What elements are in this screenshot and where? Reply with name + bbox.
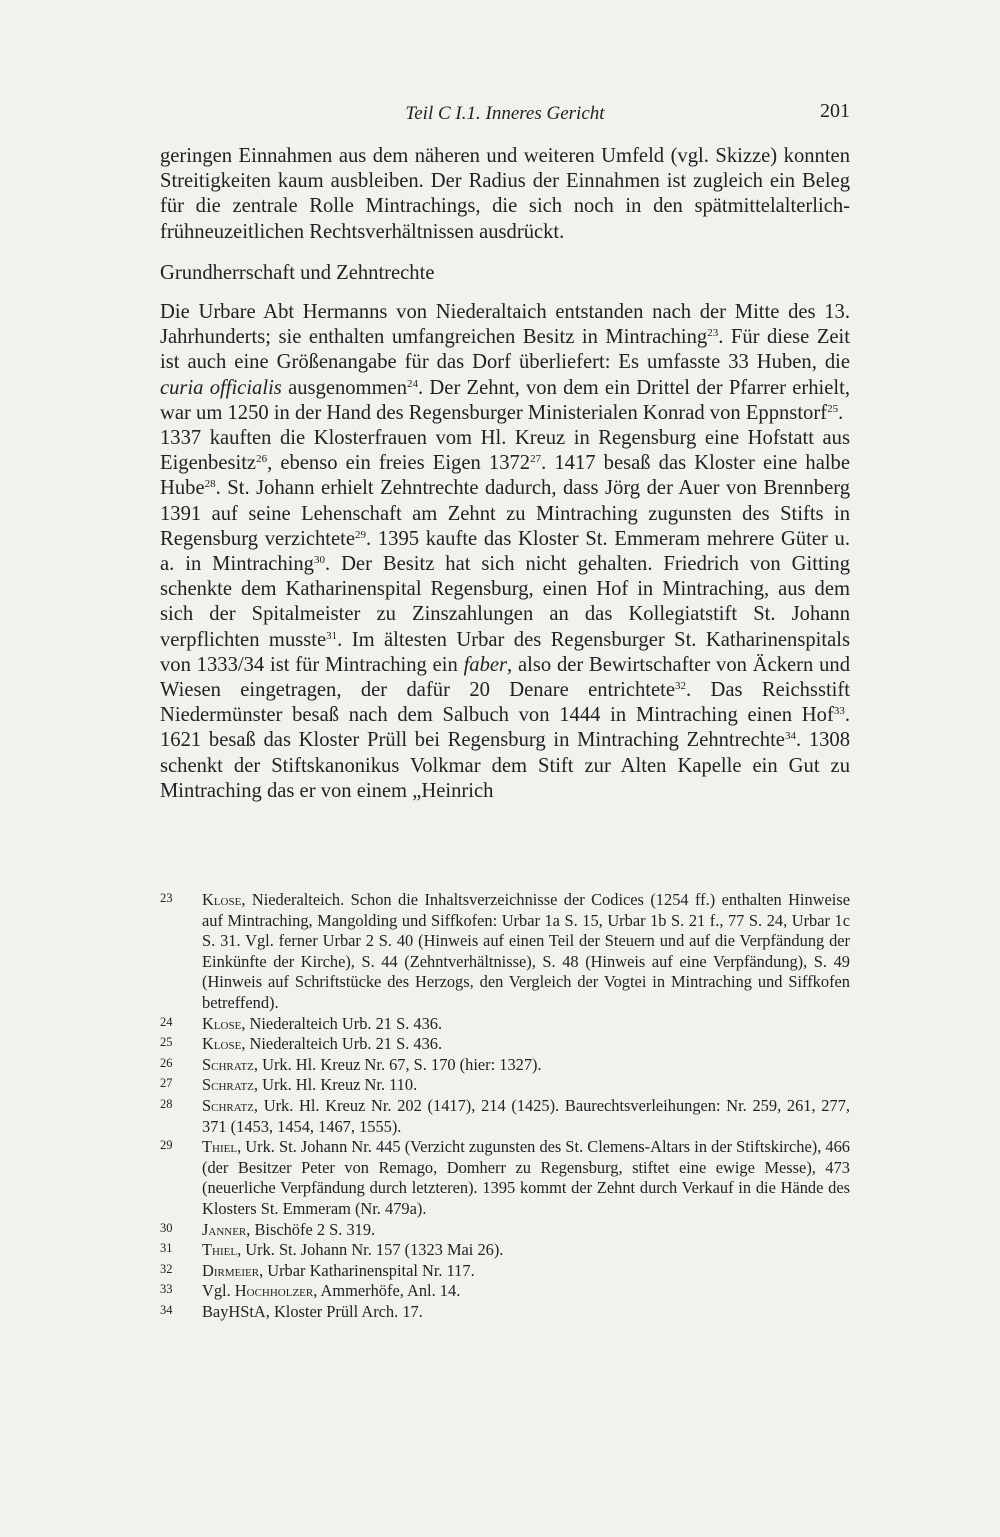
footnote-number: 24 <box>160 1014 173 1029</box>
footnote: 29 Thiel, Urk. St. Johann Nr. 445 (Verzicht zugunsten des St. Clemens-Altars in der Stiftskirche), 466 (der Besitzer Peter von Remago, Domherr zu Regensburg, stiftet eine ewige Messe), 473 (neuerliche Verpfändung durch letzteren). 1395 kommt der Zehnt durch Verkauf in die Hände des Klosters St. Emmeram (Nr. 479a). <box>160 1137 850 1218</box>
footnote: 32 Dirmeier, Urbar Katharinenspital Nr. 117. <box>160 1260 475 1280</box>
footnote: 30 Janner, Bischöfe 2 S. 319. <box>160 1219 376 1239</box>
footnote-number: 34 <box>160 1302 173 1317</box>
footnote: 28 Schratz, Urk. Hl. Kreuz Nr. 202 (1417), 214 (1425). Baurechtsverleihungen: Nr. 259, 261, 277, 371 (1453, 1454, 1467, 1555). <box>160 1095 850 1136</box>
footnote-ref[interactable]: 29 <box>355 528 367 541</box>
paragraph: geringen Einnahmen aus dem näheren und weiteren Umfeld (vgl. Skizze) konnten Streitigkeiten kaum ausbleiben. Der Radius der Einnahmen ist zugleich ein Beleg für die zentrale Rolle Mintrachings, die sich noch in den spätmittelalterlich-frühneuzeitlichen Rechtsverhältnissen ausdrückt. <box>160 145 850 243</box>
footnote-number: 30 <box>160 1220 173 1235</box>
footnote: 27 Schratz, Urk. Hl. Kreuz Nr. 110. <box>160 1075 418 1095</box>
footnote: 31 Thiel, Urk. St. Johann Nr. 157 (1323 Mai 26). <box>160 1240 504 1260</box>
footnote-ref[interactable]: 31 <box>326 629 338 642</box>
main-text <box>160 144 850 804</box>
footnotes <box>160 890 850 1322</box>
footnote-ref[interactable]: 32 <box>675 680 686 693</box>
page-number: 201 <box>820 100 850 122</box>
page-header <box>160 100 850 128</box>
section-heading: Grundherrschaft und Zehntrechte <box>160 261 435 284</box>
footnote-ref[interactable]: 24 <box>407 377 419 390</box>
footnote-ref[interactable]: 30 <box>313 554 325 567</box>
footnote-number: 26 <box>160 1055 173 1070</box>
footnote-ref[interactable]: 26 <box>256 453 268 466</box>
footnote: 26 Schratz, Urk. Hl. Kreuz Nr. 67, S. 170 (hier: 1327). <box>160 1054 542 1074</box>
footnote-ref[interactable]: 34 <box>784 730 796 743</box>
footnote-number: 25 <box>160 1035 173 1050</box>
footnote-number: 32 <box>160 1261 173 1276</box>
footnote-ref[interactable]: 23 <box>707 327 719 340</box>
footnote: 23 Klose, Niederalteich. Schon die Inhaltsverzeichnisse der Codices (1254 ff.) enthalten Hinweise auf Mintraching, Mangolding und Siffkofen: Urbar 1a S. 15, Urbar 1b S. 21 f., 77 S. 24, Urbar 1c S. 31. Vgl. ferner Urbar 2 S. 40 (Hinweis auf einen Teil der Steuern und auf die Verpfändung der Einkünfte der Kirche), S. 44 (Zehntverhältnisse), S. 48 (Hinweis auf eine Verpfändung), S. 49 (Hinweis auf Schriftstücke des Herzogs, den Vergleich der Vogtei in Mintraching und Siffkofen betreffend). <box>160 890 850 1012</box>
footnote-number: 27 <box>160 1076 173 1091</box>
footnote: 34 BayHStA, Kloster Prüll Arch. 17. <box>160 1301 423 1321</box>
footnote-ref[interactable]: 25 <box>827 402 839 415</box>
paragraph: Die Urbare Abt Hermanns von Niederaltaich entstanden nach der Mitte des 13. Jahrhunderts; sie enthalten umfangreichen Besitz in Mintraching$^{23}$. Für diese Zeit ist auch eine Größenangabe für das Dorf überliefert: Es umfasste 33 Huben, die curia officialis ausgenommen$^{24}$. Der Zehnt, von dem ein Drittel der Pfarrer erhielt, war um 1250 in der Hand des Regensburger Ministerialen Konrad von Eppnstorf$^{25}$. <box>160 301 851 424</box>
footnote-ref[interactable]: 28 <box>204 478 216 491</box>
paragraph: 1337 kauften die Klosterfrauen vom Hl. Kreuz in Regensburg eine Hofstatt aus Eigenbesitz$^{26}$, ebenso ein freies Eigen 1372$^{27}$. 1417 besaß das Kloster eine halbe Hube$^{28}$. St. Johann erhielt Zehntrechte dadurch, dass Jörg der Auer von Brennberg 1391 auf seine Lehenschaft am Zehnt zu Mintraching zugunsten des Stifts in Regensburg verzichtete$^{29}$. 1395 kaufte das Kloster St. Emmeram mehrere Güter u. a. in Mintraching$^{30}$. Der Besitz hat sich nicht gehalten. Friedrich von Gitting schenkte dem Katharinenspital Regensburg, einen Hof in Mintraching, aus dem sich der Spitalmeister zu Zinszahlungen an das Kollegiatstift St. Johann verpflichten musste$^{31}$. Im ältesten Urbar des Regensburger St. Katharinenspitals von 1333/34 ist für Mintraching ein faber, also der Bewirtschafter von Äckern und Wiesen eingetragen, der dafür 20 Denare entrichtete$^{32}$. Das Reichsstift Niedermünster besaß nach dem Salbuch von 1444 in Mintraching einen Hof$^{33}$. 1621 besaß das Kloster Prüll bei Regensburg in Mintraching Zehntrechte$^{34}$. 1308 schenkt der Stiftskanonikus Volkmar dem Stift zur Alten Kapelle ein Gut zu Mintraching das er von einem „Heinrich <box>160 427 851 802</box>
footnote-number: 31 <box>160 1241 173 1256</box>
footnote: 33 Vgl. Hochholzer, Ammerhöfe, Anl. 14. <box>160 1281 461 1301</box>
footnote-number: 33 <box>160 1282 173 1297</box>
footnote-number: 23 <box>160 891 173 905</box>
footnote: 25 Klose, Niederalteich Urb. 21 S. 436. <box>160 1034 443 1054</box>
footnote-number: 29 <box>160 1138 173 1153</box>
footnote-ref[interactable]: 27 <box>530 453 542 466</box>
footnote: 24 Klose, Niederalteich Urb. 21 S. 436. <box>160 1013 443 1033</box>
footnote-ref[interactable]: 33 <box>833 705 845 718</box>
footnote-number: 28 <box>160 1096 173 1111</box>
running-head: Teil C I.1. Inneres Gericht <box>405 103 605 124</box>
